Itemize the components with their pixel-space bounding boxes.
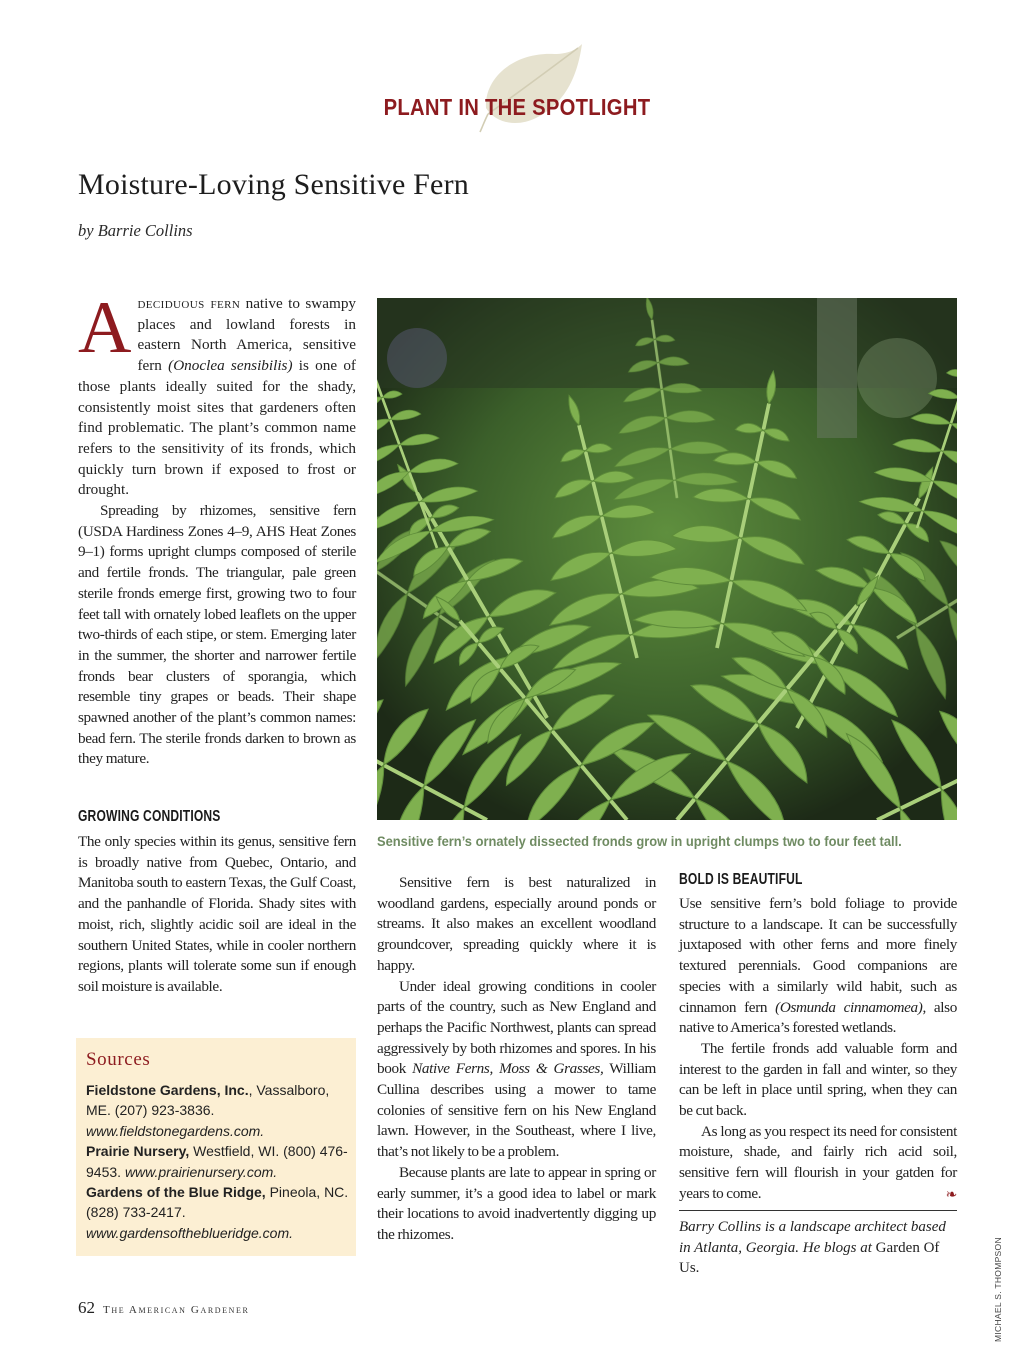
author-bio <box>679 1217 957 1279</box>
source-name: Prairie Nursery, <box>86 1143 190 1160</box>
page-number: 62 <box>78 1298 95 1317</box>
bold-is-beautiful-heading: BOLD IS BEAUTIFUL <box>679 871 803 888</box>
source-url[interactable]: www.gardensoftheblueridge.com. <box>86 1224 294 1241</box>
growing-conditions-text <box>78 832 356 998</box>
source-url[interactable]: www.fieldstonegardens.com. <box>86 1122 265 1139</box>
col3-paragraph-3 <box>679 1122 957 1205</box>
col2-text-a: Under ideal growing conditions in cooler parts of the country, such as New England and perhaps the Pacific Northwest, plants can spread aggressively by both rhizomes and spores. In his book <box>377 977 656 1078</box>
fern-illustration <box>377 298 957 820</box>
col3-paragraph-2: The fertile fronds add valuable form and interest to the garden in fall and winter, so they can be left in place until spring, when they can be cut back. <box>679 1039 957 1120</box>
col3-text-c: As long as you respect its need for consistent moisture, shade, and fairly rich acid soil, sensitive fern will flourish in your gatden for years to come. <box>679 1122 957 1202</box>
source-item <box>86 1082 329 1139</box>
source-item <box>86 1184 348 1241</box>
byline: by Barrie Collins <box>78 221 193 240</box>
col3-text-b: , also native to America’s forested wetlands. <box>679 998 957 1037</box>
photo-credit: MICHAEL S. THOMPSON <box>993 1237 1003 1342</box>
col3-paragraph-1 <box>679 894 957 1039</box>
blog-name: Garden Of Us. <box>679 1239 940 1276</box>
column-3-text <box>679 894 957 1207</box>
column-2-text <box>377 873 656 1246</box>
bio-text: Barry Collins is a landscape architect based in Atlanta, Georgia. He blogs at <box>679 1219 946 1256</box>
sources-title: Sources <box>86 1049 151 1070</box>
col3-text-a: Use sensitive fern’s bold foliage to provide structure to a landscape. It can be successfully juxtaposed with other ferns and more finely textured perennials. Good companions are species with a similarly wild habit, such as cinnamon fern <box>679 895 957 1016</box>
col2-text-b: William Cullina describes using a mower to tame colonies of sensitive fern on his New England lawn. However, in the Southeast, where I live, that’s not likely to be a problem. <box>377 1060 656 1161</box>
col2-paragraph-3: Because plants are late to appear in spring or early summer, it’s a good idea to label or mark their locations to avoid inadvertently digging up the rhizomes. <box>377 1163 656 1243</box>
intro-text-b: is one of those plants ideally suited for the shady, consistently moist sites that gardeners often find problematic. The plant’s common name refers to the sensitivity of its fronds, which quickly turn brown if exposed to frost or drought. <box>78 357 356 499</box>
growing-conditions-heading: GROWING CONDITIONS <box>78 808 221 825</box>
species-name-2: (Osmunda cinnamomea) <box>775 998 923 1016</box>
source-details: , Vassalboro, ME. (207) 923-3836. <box>86 1082 330 1119</box>
end-mark-icon: ❧ <box>945 1187 957 1203</box>
intro-paragraph-2: Spreading by rhizomes, sensitive fern (USDA Hardiness Zones 4–9, AHS Heat Zones 9–1) forms upright clumps composed of sterile and fertile fronds. The triangular, pale green sterile fronds emerge first, growing two to four feet tall with ornately lobed leaflets on the upper two-thirds of each stipe, or stem. Emerging later in the summer, the shorter and narrower fertile fronds bear clusters of sporangia, which resemble tiny grapes or beads. Their shape spawned another of the plant’s common names: bead fern. The sterile fronds darken to brown as they mature. <box>78 502 356 768</box>
section-label: PLANT IN THE SPOTLIGHT <box>383 94 651 120</box>
source-url[interactable]: www.prairienursery.com. <box>124 1163 278 1180</box>
lead-smallcaps: deciduous fern <box>137 295 241 312</box>
species-name: (Onoclea sensibilis) <box>168 357 293 375</box>
source-details: Pineola, NC. (828) 733-2417. <box>86 1184 349 1221</box>
col2-paragraph-1: Sensitive fern is best naturalized in woodland gardens, especially around ponds or streams. It also makes an excellent woodland groundcover, spreading quickly where it is happy. <box>377 874 656 974</box>
photo-caption: Sensitive fern’s ornately dissected fronds grow in upright clumps two to four feet tall. <box>377 834 902 849</box>
book-title: Native Ferns, Moss & Grasses, <box>412 1060 604 1078</box>
intro-text-a: native to swampy places and lowland forests in eastern North America, sensitive fern <box>137 295 357 375</box>
source-details: Westfield, WI. (800) 476-9453. <box>86 1143 348 1180</box>
drop-cap: A <box>78 287 132 369</box>
page-footer <box>78 1298 249 1318</box>
photo-credit-container <box>993 1237 1005 1342</box>
col2-paragraph-2 <box>377 977 656 1163</box>
source-item <box>86 1143 348 1179</box>
source-name: Gardens of the Blue Ridge, <box>86 1184 266 1201</box>
bio-divider <box>679 1210 957 1211</box>
article-headline: Moisture-Loving Sensitive Fern <box>78 168 469 201</box>
sources-list <box>86 1080 354 1243</box>
source-name: Fieldstone Gardens, Inc. <box>86 1082 249 1098</box>
growing-paragraph: The only species within its genus, sensitive fern is broadly native from Quebec, Ontario, and Manitoba south to eastern Texas, the Gulf Coast, and the panhandle of Florida. Shady sites with moist, rich, slightly acidic soil are ideal in the southern United States, while in cooler northern regions, plants will tolerate some sun if enough soil moisture is available. <box>78 833 356 995</box>
intro-paragraph-1 <box>78 287 357 501</box>
magazine-title: The American Gardener <box>103 1304 250 1316</box>
intro-text <box>78 287 357 770</box>
fern-photo <box>377 298 957 820</box>
